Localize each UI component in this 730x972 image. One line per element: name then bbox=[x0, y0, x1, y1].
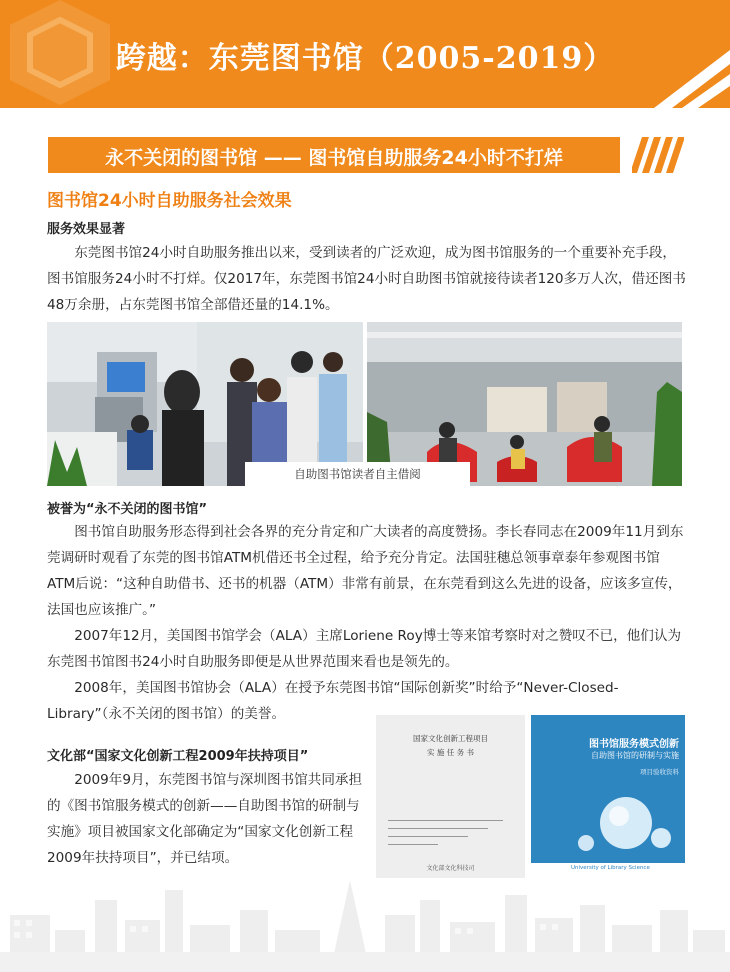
task-document-footer: 文化部文化科技司 bbox=[426, 865, 475, 872]
block2-paragraph-1: 图书馆自助服务形态得到社会各界的充分肯定和广大读者的高度赞扬。李长春同志在2009年11月到东莞调研时观看了东莞的图书馆ATM机借还书全过程，给予充分肯定。法国驻穗总领事章泰年参观图书馆ATM后说：“这种自助借书、还书的机器（ATM）非常有前景，在东莞看到这么先进的设备，应该多宣传，法国也应该推广。” bbox=[47, 524, 684, 618]
header-stripes-icon bbox=[650, 50, 730, 108]
block1-heading: 服务效果显著 bbox=[47, 222, 126, 237]
block2-paragraph-3: 2008年，美国图书馆协会（ALA）在授予东莞图书馆“国际创新奖”时给予“Never-Closed-Library”（永不关闭的图书馆）的美誉。 bbox=[47, 680, 619, 722]
task-document-rule bbox=[388, 836, 468, 837]
task-document-line1: 国家文化创新工程项目 bbox=[413, 734, 488, 743]
block2-paragraph-2: 2007年12月，美国图书馆学会（ALA）主席Loriene Roy博士等来馆考察时对之赞叹不已，他们认为东莞图书馆图书24小时自助服务即便是从世界范围来看也是领先的。 bbox=[47, 628, 682, 670]
page-title: 跨越：东莞图书馆（2005-2019） bbox=[115, 41, 615, 76]
cover-line1: 图书馆服务模式创新 bbox=[589, 739, 679, 750]
footer-band bbox=[0, 952, 730, 972]
block3-paragraph: 2009年9月，东莞图书馆与深圳图书馆共同承担的《图书馆服务模式的创新——自助图书馆的研制与实施》项目被国家文化部确定为“国家文化创新工程2009年扶持项目”，并已结项。 bbox=[47, 772, 363, 866]
task-document-line2: 实 施 任 务 书 bbox=[426, 748, 475, 757]
photo-caption: 自助图书馆读者自主借阅 bbox=[245, 462, 470, 486]
task-document-image bbox=[376, 715, 525, 878]
task-document-rule bbox=[388, 820, 503, 821]
project-acceptance-cover-image bbox=[531, 715, 685, 878]
cover-bottom-text: University of Library Science bbox=[571, 865, 650, 871]
block3-heading: 文化部“国家文化创新工程2009年扶持项目” bbox=[47, 749, 309, 764]
globe-spheres-icon bbox=[571, 783, 681, 863]
cover-line3: 项目验收资料 bbox=[640, 768, 679, 776]
subsection-title: 图书馆24小时自助服务社会效果 bbox=[47, 191, 292, 211]
task-document-rule bbox=[388, 828, 488, 829]
section-banner-title: 永不关闭的图书馆 —— 图书馆自助服务24小时不打烊 bbox=[105, 147, 563, 169]
cover-line2: 自助图书馆的研制与实施 bbox=[591, 751, 679, 760]
block1-paragraph: 东莞图书馆24小时自助服务推出以来，受到读者的广泛欢迎，成为图书馆服务的一个重要补充手段，图书馆服务24小时不打烊。仅2017年，东莞图书馆24小时自助图书馆就接待读者120多万人次，借还图书48万余册，占东莞图书馆全部借还量的14.1%。 bbox=[47, 245, 686, 313]
banner-slashes-icon bbox=[632, 137, 684, 173]
task-document-rule bbox=[388, 844, 438, 845]
section-banner bbox=[48, 137, 620, 173]
page-header bbox=[0, 0, 730, 108]
block2-heading: 被誉为“永不关闭的图书馆” bbox=[47, 502, 208, 517]
